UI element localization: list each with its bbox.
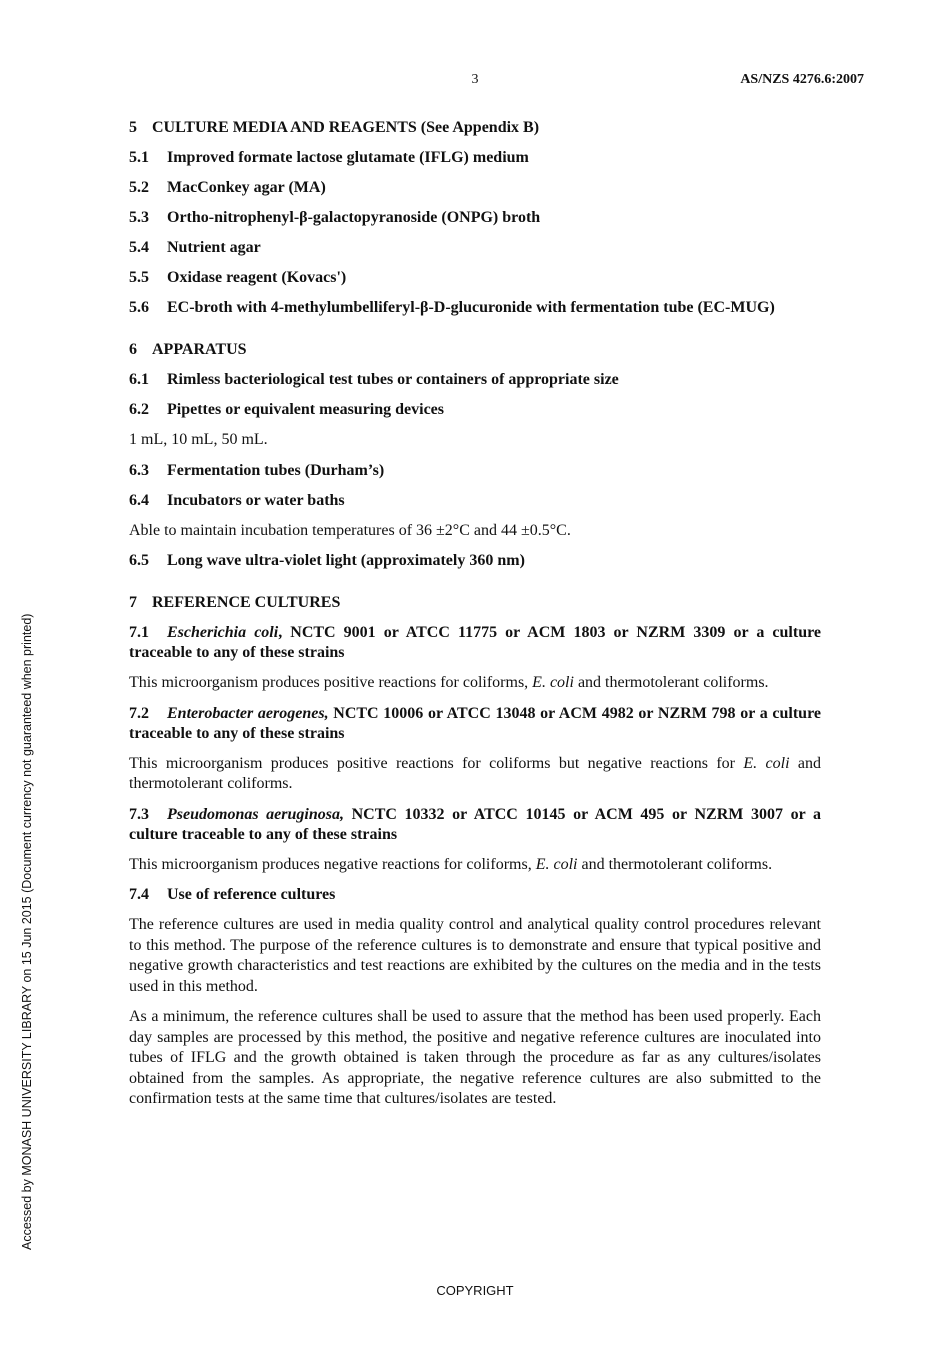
section-5-3-heading: 5.3 Ortho-nitrophenyl-β-galactopyranoside (ONPG) broth <box>129 209 541 226</box>
section-7-3-body: This microorganism produces negative reactions for coliforms, E. coli and thermotolerant coliforms. <box>129 855 773 873</box>
section-7-heading: 7 REFERENCE CULTURES <box>129 594 341 611</box>
access-notice: Accessed by MONASH UNIVERSITY LIBRARY on 15 Jun 2015 (Document currency not guaranteed when printed) <box>20 613 34 1250</box>
section-7-4-heading: 7.4 Use of reference cultures <box>129 886 336 903</box>
section-6-2-heading: 6.2 Pipettes or equivalent measuring devices <box>129 401 445 418</box>
standard-identifier: AS/NZS 4276.6:2007 <box>740 72 864 87</box>
section-5-6-heading: 5.6 EC-broth with 4-methylumbelliferyl-β-D-glucuronide with fermentation tube (EC-MUG) <box>129 299 775 316</box>
section-7-2-heading: 7.2 Enterobacter aerogenes, NCTC 10006 or ATCC 13048 or ACM 4982 or NZRM 798 or a culture traceable to any of these strains <box>129 704 821 742</box>
section-7-3-heading: 7.3 Pseudomonas aeruginosa, NCTC 10332 or ATCC 10145 or ACM 495 or NZRM 3007 or a culture traceable to any of these strains <box>129 805 821 843</box>
section-6-4-body: Able to maintain incubation temperatures of 36 ±2°C and 44 ±0.5°C. <box>129 521 571 539</box>
copyright-footer: COPYRIGHT <box>436 1283 514 1298</box>
section-7-2-body: This microorganism produces positive reactions for coliforms but negative reactions for E. coli and thermotolerant coliforms. <box>129 754 822 792</box>
document-body <box>129 118 821 1120</box>
section-5-2-heading: 5.2 MacConkey agar (MA) <box>129 179 326 196</box>
section-7-1-body: This microorganism produces positive reactions for coliforms, E. coli and thermotolerant coliforms. <box>129 674 769 691</box>
section-6-1-heading: 6.1 Rimless bacteriological test tubes or containers of appropriate size <box>129 371 619 388</box>
section-6-2-body: 1 mL, 10 mL, 50 mL. <box>129 431 268 448</box>
section-7-1-heading: 7.1 Escherichia coli, NCTC 9001 or ATCC 11775 or ACM 1803 or NZRM 3309 or a culture traceable to any of these strains <box>129 624 822 661</box>
section-5-1-heading: 5.1 Improved formate lactose glutamate (IFLG) medium <box>129 149 529 166</box>
section-6-5-heading: 6.5 Long wave ultra-violet light (approximately 360 nm) <box>129 552 525 569</box>
section-6-3-heading: 6.3 Fermentation tubes (Durham’s) <box>129 461 385 479</box>
section-5-heading: 5 CULTURE MEDIA AND REAGENTS (See Appendix B) <box>129 119 540 136</box>
page-number: 3 <box>471 72 479 87</box>
section-5-5-heading: 5.5 Oxidase reagent (Kovacs') <box>129 269 347 286</box>
section-6-4-heading: 6.4 Incubators or water baths <box>129 491 345 509</box>
section-7-4-paragraph-2: As a minimum, the reference cultures shall be used to assure that the method has been used properly. Each day samples are processed by this method, the positive and negative reference cultures are inoculated into tubes of IFLG and the growth obtained is taken through the procedure as far as any cultures/isolates obtained from the samples. As appropriate, the negative reference cultures are also submitted to the confirmation tests at the same time that cultures/isolates are tested. <box>129 1008 821 1107</box>
section-6-heading: 6 APPARATUS <box>129 341 247 358</box>
section-7-4-paragraph-1: The reference cultures are used in media quality control and analytical quality control procedures relevant to this method. The purpose of the reference cultures is to demonstrate and ensure that typical positive and negative growth characteristics and test reactions are exhibited by the cultures on the media and in the tests used in this method. <box>129 916 821 995</box>
section-5-4-heading: 5.4 Nutrient agar <box>129 239 261 256</box>
